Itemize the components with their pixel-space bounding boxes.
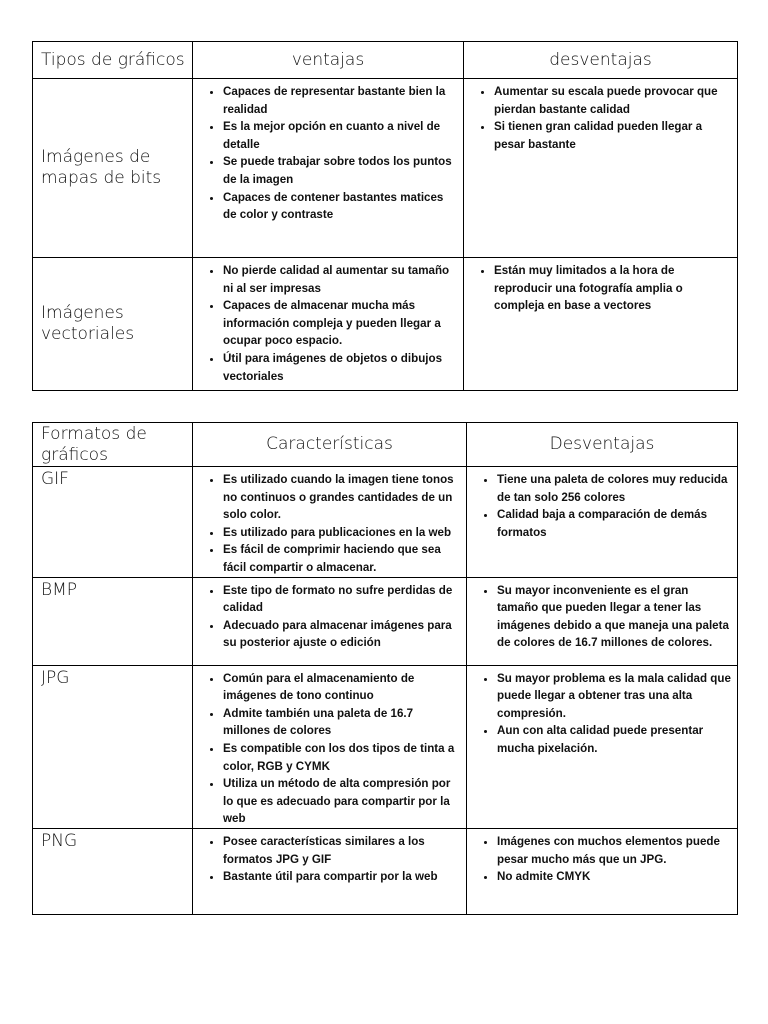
- list-item: • Su mayor problema es la mala calidad que puede llegar a obtener tras una alta compresión.: [497, 670, 731, 723]
- list-item: • Capaces de representar bastante bien la realidad: [223, 83, 457, 118]
- characteristics-list: [193, 467, 466, 577]
- row-label-png: PNG: [33, 828, 193, 914]
- header-cell-types: Tipos de gráficos: [33, 42, 193, 79]
- characteristics-cell: [193, 828, 467, 914]
- table-row: [33, 467, 738, 578]
- list-item: • Admite también una paleta de 16.7 millones de colores: [223, 705, 460, 740]
- list-item: • No admite CMYK: [497, 868, 731, 886]
- disadvantages-list: [464, 258, 737, 315]
- table-header-row: [33, 42, 738, 79]
- list-item: • Este tipo de formato no sufre perdidas de calidad: [223, 582, 460, 617]
- table-header-row: [33, 423, 738, 467]
- list-item: • Es compatible con los dos tipos de tinta a color, RGB y CYMK: [223, 740, 460, 775]
- graphic-types-table: [32, 41, 738, 391]
- row-label-gif: GIF: [33, 467, 193, 578]
- disadvantages-list: [467, 467, 737, 541]
- list-item: • Posee características similares a los formatos JPG y GIF: [223, 833, 460, 868]
- list-item: • Se puede trabajar sobre todos los puntos de la imagen: [223, 153, 457, 188]
- row-label-jpg: JPG: [33, 665, 193, 828]
- row-label-bmp: BMP: [33, 577, 193, 665]
- table-row: [33, 665, 738, 828]
- disadvantages-cell: [467, 665, 738, 828]
- row-label-vector: Imágenes vectoriales: [33, 258, 193, 391]
- disadvantages-cell: [467, 828, 738, 914]
- disadvantages-cell: [467, 577, 738, 665]
- list-item: • Aumentar su escala puede provocar que pierdan bastante calidad: [494, 83, 731, 118]
- list-item: • Capaces de contener bastantes matices de color y contraste: [223, 189, 457, 224]
- characteristics-cell: [193, 577, 467, 665]
- list-item: • Es utilizado para publicaciones en la web: [223, 524, 460, 542]
- table-row: [33, 828, 738, 914]
- list-item: • Si tienen gran calidad pueden llegar a pesar bastante: [494, 118, 731, 153]
- row-label-bitmap: Imágenes de mapas de bits: [33, 79, 193, 258]
- characteristics-cell: [193, 665, 467, 828]
- header-cell-disadvantages: Desventajas: [467, 423, 738, 467]
- header-cell-characteristics: Características: [193, 423, 467, 467]
- disadvantages-list: [464, 79, 737, 153]
- list-item: • Bastante útil para compartir por la web: [223, 868, 460, 886]
- advantages-cell: [193, 258, 464, 391]
- advantages-list: [193, 79, 463, 224]
- disadvantages-cell: [464, 258, 738, 391]
- header-cell-advantages: ventajas: [193, 42, 464, 79]
- characteristics-cell: [193, 467, 467, 578]
- disadvantages-list: [467, 829, 737, 886]
- disadvantages-cell: [467, 467, 738, 578]
- table-row: [33, 79, 738, 258]
- list-item: • Es utilizado cuando la imagen tiene tonos no continuos o grandes cantidades de un solo color.: [223, 471, 460, 524]
- characteristics-list: [193, 666, 466, 828]
- list-item: • Calidad baja a comparación de demás formatos: [497, 506, 731, 541]
- list-item: • Capaces de almacenar mucha más información compleja y pueden llegar a ocupar poco espacio.: [223, 297, 457, 350]
- advantages-cell: [193, 79, 464, 258]
- list-item: • No pierde calidad al aumentar su tamaño ni al ser impresas: [223, 262, 457, 297]
- list-item: • Útil para imágenes de objetos o dibujos vectoriales: [223, 350, 457, 385]
- disadvantages-cell: [464, 79, 738, 258]
- advantages-list: [193, 258, 463, 385]
- characteristics-list: [193, 829, 466, 886]
- disadvantages-list: [467, 578, 737, 652]
- header-cell-disadvantages: desventajas: [464, 42, 738, 79]
- header-cell-formats: Formatos de gráficos: [33, 423, 193, 467]
- list-item: • Tiene una paleta de colores muy reducida de tan solo 256 colores: [497, 471, 731, 506]
- list-item: • Están muy limitados a la hora de reproducir una fotografía amplia o compleja en base a vectores: [494, 262, 731, 315]
- list-item: • Es la mejor opción en cuanto a nivel de detalle: [223, 118, 457, 153]
- list-item: • Utiliza un método de alta compresión por lo que es adecuado para compartir por la web: [223, 775, 460, 828]
- list-item: • Es fácil de comprimir haciendo que sea fácil compartir o almacenar.: [223, 541, 460, 576]
- characteristics-list: [193, 578, 466, 652]
- disadvantages-list: [467, 666, 737, 758]
- list-item: • Aun con alta calidad puede presentar mucha pixelación.: [497, 722, 731, 757]
- table-row: [33, 577, 738, 665]
- list-item: • Adecuado para almacenar imágenes para su posterior ajuste o edición: [223, 617, 460, 652]
- list-item: • Común para el almacenamiento de imágenes de tono continuo: [223, 670, 460, 705]
- list-item: • Su mayor inconveniente es el gran tamaño que pueden llegar a tener las imágenes debido a que maneja una paleta de colores de 16.7 millones de colores.: [497, 582, 731, 652]
- table-row: [33, 258, 738, 391]
- list-item: • Imágenes con muchos elementos puede pesar mucho más que un JPG.: [497, 833, 731, 868]
- graphic-formats-table: [32, 422, 738, 915]
